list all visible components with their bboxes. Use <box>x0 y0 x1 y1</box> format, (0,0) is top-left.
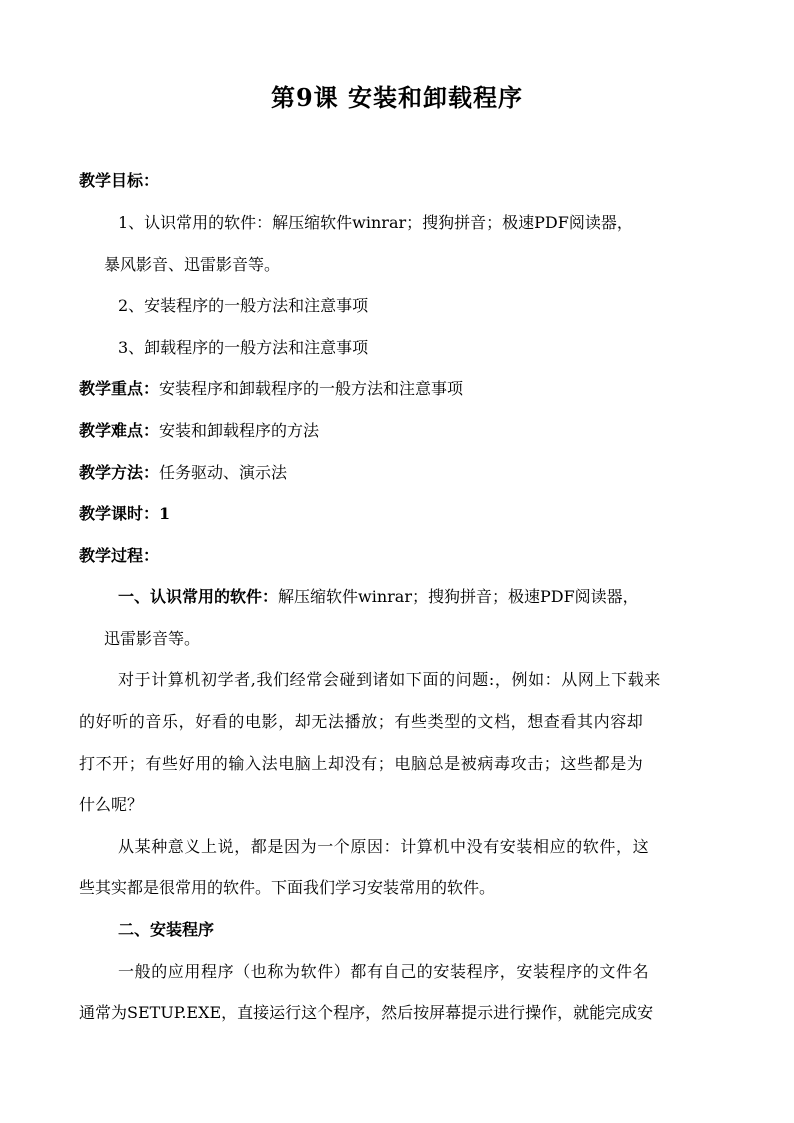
method-text: 任务驱动、演示法 <box>159 463 288 482</box>
key-points-label: 教学重点： <box>79 379 160 398</box>
hours-row <box>79 503 170 525</box>
key-points-row <box>79 378 463 400</box>
objective-1-line-1: 1、认识常用的软件：解压缩软件winrar；搜狗拼音；极速PDF阅读器， <box>118 213 633 232</box>
paragraph-2-line-1: 从某种意义上说，都是因为一个原因：计算机中没有安装相应的软件，这 <box>118 837 650 856</box>
paragraph-2-line-2: 些其实都是很常用的软件。下面我们学习安装常用的软件。 <box>79 878 496 897</box>
paragraph-1-line-3: 打不开；有些好用的输入法电脑上却没有；电脑总是被病毒攻击；这些都是为 <box>79 754 644 773</box>
paragraph-1-line-4: 什么呢？ <box>79 795 144 814</box>
objectives-heading: 教学目标： <box>79 171 160 190</box>
section-2-heading: 二、安装程序 <box>118 920 215 939</box>
section-1-text: 解压缩软件winrar；搜狗拼音；极速PDF阅读器， <box>278 587 639 606</box>
difficulty-row <box>79 420 319 442</box>
objective-3: 3、卸载程序的一般方法和注意事项 <box>118 338 369 357</box>
paragraph-3-line-2: 通常为SETUP.EXE，直接运行这个程序，然后按屏幕提示进行操作，就能完成安 <box>79 1003 654 1022</box>
page-title: 第9课 安装和卸载程序 <box>270 83 524 112</box>
method-row <box>79 462 287 484</box>
section-1-text-line-2: 迅雷影音等。 <box>104 629 201 648</box>
hours-value: 1 <box>159 504 171 523</box>
process-heading: 教学过程： <box>79 546 160 565</box>
difficulty-label: 教学难点： <box>79 421 160 440</box>
paragraph-3-line-1: 一般的应用程序（也称为软件）都有自己的安装程序，安装程序的文件名 <box>118 962 650 981</box>
paragraph-1-line-2: 的好听的音乐，好看的电影，却无法播放；有些类型的文档，想查看其内容却 <box>79 712 644 731</box>
method-label: 教学方法： <box>79 463 160 482</box>
section-1-row <box>118 586 639 608</box>
objective-2: 2、安装程序的一般方法和注意事项 <box>118 296 369 315</box>
key-points-text: 安装程序和卸载程序的一般方法和注意事项 <box>159 379 464 398</box>
difficulty-text: 安装和卸载程序的方法 <box>159 421 320 440</box>
section-1-heading: 一、认识常用的软件： <box>118 587 279 606</box>
objective-1-line-2: 暴风影音、迅雷影音等。 <box>104 255 281 274</box>
paragraph-1-line-1: 对于计算机初学者,我们经常会碰到诸如下面的问题:，例如：从网上下载来 <box>118 670 661 689</box>
hours-label: 教学课时： <box>79 504 160 523</box>
